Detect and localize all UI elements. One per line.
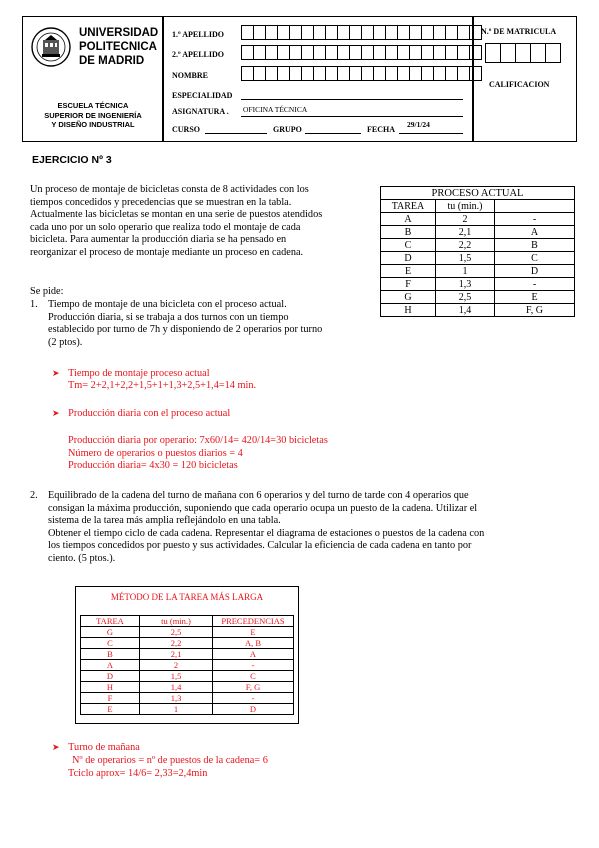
table-cell: H — [381, 304, 436, 317]
intro-line: cada uno por un solo operario que realiza todo el montaje de cada — [30, 221, 301, 233]
intro-line: Un proceso de montaje de bicicletas consta de 8 actividades con los — [30, 184, 309, 195]
table-row — [381, 213, 575, 226]
method-table-header: TAREA — [81, 616, 140, 627]
grupo-field[interactable] — [305, 133, 361, 134]
table-cell: F, G — [213, 682, 294, 693]
process-table — [380, 186, 575, 317]
method-table-header: tu (min.) — [140, 616, 213, 627]
table-row — [81, 649, 294, 660]
student-fields-box — [162, 16, 474, 142]
exam-header — [22, 16, 575, 142]
table-row — [381, 239, 575, 252]
school-name-line3: Y DISEÑO INDUSTRIAL — [51, 120, 135, 129]
table-cell: D — [213, 704, 294, 715]
arrow-bullet-icon: ➤ — [52, 742, 60, 752]
table-cell: - — [213, 693, 294, 704]
table-cell: 2,2 — [436, 239, 495, 252]
method-table — [80, 615, 294, 715]
table-row — [81, 638, 294, 649]
nombre-label: NOMBRE — [172, 71, 208, 80]
arrow-bullet-icon: ➤ — [52, 408, 60, 418]
answer1-bullet1 — [52, 367, 210, 381]
university-seal-icon — [31, 25, 71, 69]
grupo-label: GRUPO — [273, 125, 302, 134]
process-table-header — [495, 200, 575, 213]
table-cell: 1 — [140, 704, 213, 715]
intro-paragraph — [30, 184, 375, 260]
especialidad-label: ESPECIALIDAD — [172, 91, 233, 100]
q2-line: sistema de la tarea más amplia reflejándolo en una tabla. — [48, 515, 281, 527]
fecha-value: 29/1/24 — [407, 120, 430, 129]
nombre-field[interactable] — [241, 66, 481, 81]
table-cell: F, G — [495, 304, 575, 317]
apellido1-field[interactable] — [241, 25, 481, 40]
matricula-label: N.º DE MATRICULA — [481, 27, 557, 36]
q1-line: establecido por turno de 7h y disponiendo de 2 operarios por turno — [48, 324, 323, 336]
table-cell: 1,4 — [436, 304, 495, 317]
table-row — [381, 278, 575, 291]
table-row — [81, 660, 294, 671]
table-cell: 1 — [436, 265, 495, 278]
table-cell: G — [381, 291, 436, 304]
method-table-frame — [75, 586, 299, 724]
curso-label: CURSO — [172, 125, 201, 134]
table-cell: B — [381, 226, 436, 239]
q2-number: 2. — [30, 490, 38, 501]
q2-line: consigan la máxima producción, suponiendo que cada operario ocupa un puesto de la cadena. Utilizar el — [48, 502, 478, 514]
university-name-line2: POLITECNICA — [79, 41, 157, 53]
asignatura-label: ASIGNATURA . — [172, 107, 229, 116]
table-cell: A — [381, 213, 436, 226]
school-name-line1: ESCUELA TÉCNICA — [57, 101, 129, 110]
table-cell: H — [81, 682, 140, 693]
q2-line: los tiempos concedidos por puesto y sus actividades. Calcular la eficiencia de cada cadena en tanto por — [48, 540, 472, 552]
table-row — [81, 682, 294, 693]
q1-line: Producción diaria, si se trabaja a dos turnos con un tiempo — [48, 311, 289, 323]
table-cell: D — [495, 265, 575, 278]
intro-line: tiempos concedidos y precedencias que se muestran en la tabla. — [30, 196, 292, 208]
table-cell: - — [495, 278, 575, 291]
matricula-box — [472, 16, 577, 142]
table-cell: 1,5 — [140, 671, 213, 682]
table-cell: 2,1 — [436, 226, 495, 239]
table-cell: E — [81, 704, 140, 715]
answer2-line2: Tciclo aprox= 14/6= 2,33=2,4min — [68, 768, 208, 779]
answer1-bullet1-title: Tiempo de montaje proceso actual — [68, 368, 210, 379]
method-table-header: PRECEDENCIAS — [213, 616, 294, 627]
intro-line: bicicleta. Para aumentar la producción diaria se ha pensado en — [30, 234, 287, 246]
q2-line: Equilibrado de la cadena del turno de mañana con 6 operarios y del turno de tarde con 4 operarios que — [48, 490, 469, 501]
answer2-line1: Nº de operarios = nº de puestos de la cadena= 6 — [72, 755, 268, 766]
especialidad-field[interactable] — [241, 99, 463, 100]
table-row — [81, 704, 294, 715]
table-cell: 1,5 — [436, 252, 495, 265]
table-cell: C — [213, 671, 294, 682]
table-cell: 2,1 — [140, 649, 213, 660]
table-cell: A — [495, 226, 575, 239]
table-row — [81, 627, 294, 638]
apellido2-field[interactable] — [241, 45, 481, 60]
table-cell: 1,4 — [140, 682, 213, 693]
q2-line: ciento. (5 ptos.). — [48, 552, 116, 564]
q1-number: 1. — [30, 299, 38, 310]
table-cell: F — [81, 693, 140, 704]
table-cell: B — [81, 649, 140, 660]
table-cell: 2 — [436, 213, 495, 226]
table-row — [381, 265, 575, 278]
table-cell: G — [81, 627, 140, 638]
table-cell: B — [495, 239, 575, 252]
table-cell: C — [495, 252, 575, 265]
table-cell: A, B — [213, 638, 294, 649]
table-row — [381, 304, 575, 317]
table-cell: 2,5 — [436, 291, 495, 304]
asignatura-value: OFICINA TÉCNICA — [243, 105, 308, 114]
q1-line: (2 ptos). — [48, 336, 83, 348]
q2-line: Obtener el tiempo ciclo de cada cadena. Representar el diagrama de estaciones o puestos de la cadena con — [48, 527, 485, 539]
table-cell: E — [495, 291, 575, 304]
university-name-line1: UNIVERSIDAD — [79, 27, 159, 39]
table-row — [81, 693, 294, 704]
answer1-bullet2-title: Producción diaria con el proceso actual — [68, 408, 231, 419]
fecha-label: FECHA — [367, 125, 395, 134]
q2-text — [48, 490, 578, 566]
arrow-bullet-icon: ➤ — [52, 368, 60, 378]
table-cell: 2,5 — [140, 627, 213, 638]
table-cell: - — [213, 660, 294, 671]
se-pide-label: Se pide: — [30, 286, 64, 297]
table-cell: D — [81, 671, 140, 682]
fecha-field — [399, 133, 463, 134]
table-row — [381, 226, 575, 239]
answer1-details — [68, 435, 328, 473]
school-name-line2: SUPERIOR DE INGENIERÍA — [44, 110, 142, 120]
university-name-line3: DE MADRID — [79, 55, 145, 67]
table-row — [81, 671, 294, 682]
asignatura-field — [241, 116, 463, 117]
table-cell: A — [81, 660, 140, 671]
intro-line: Actualmente las bicicletas se montan en una serie de puestos atendidos — [30, 209, 323, 221]
table-cell: E — [381, 265, 436, 278]
method-table-title: MÉTODO DE LA TAREA MÁS LARGA — [110, 592, 264, 602]
table-cell: 2 — [140, 660, 213, 671]
q1-text — [48, 299, 378, 349]
apellido2-label: 2.º APELLIDO — [172, 50, 224, 59]
table-cell: F — [381, 278, 436, 291]
calificacion-label: CALIFICACION — [489, 80, 550, 89]
answer1-line: Número de operarios o puestos diarios = 4 — [68, 447, 243, 459]
q1-line: Tiempo de montaje de una bicicleta con el proceso actual. — [48, 299, 287, 310]
process-table-title: PROCESO ACTUAL — [381, 187, 575, 200]
university-box — [22, 16, 164, 142]
table-cell: C — [81, 638, 140, 649]
answer1-bullet2 — [52, 407, 230, 421]
process-table-header: TAREA — [381, 200, 436, 213]
answer2-bullet-title: Turno de mañana — [68, 742, 140, 753]
answer1-line: Producción diaria= 4x30 = 120 bicicletas — [68, 460, 238, 472]
table-cell: 1,3 — [140, 693, 213, 704]
table-cell: C — [381, 239, 436, 252]
table-row — [381, 291, 575, 304]
answer1-tm-line: Tm= 2+2,1+2,2+1,5+1+1,3+2,5+1,4=14 min. — [68, 380, 257, 391]
curso-field[interactable] — [205, 133, 267, 134]
table-cell: D — [381, 252, 436, 265]
answer1-line: Producción diaria por operario: 7x60/14= 420/14=30 bicicletas — [68, 435, 328, 446]
table-row — [381, 252, 575, 265]
answer2-bullet — [52, 741, 140, 755]
table-cell: 2,2 — [140, 638, 213, 649]
process-table-header: tu (min.) — [436, 200, 495, 213]
apellido1-label: 1.º APELLIDO — [172, 30, 224, 39]
table-cell: - — [495, 213, 575, 226]
intro-line: reorganizar el proceso de montaje mediante un proceso en cadena. — [30, 246, 304, 258]
table-cell: E — [213, 627, 294, 638]
table-cell: 1,3 — [436, 278, 495, 291]
matricula-field[interactable] — [485, 43, 560, 63]
exercise-title: EJERCICIO Nº 3 — [32, 154, 112, 166]
table-cell: A — [213, 649, 294, 660]
